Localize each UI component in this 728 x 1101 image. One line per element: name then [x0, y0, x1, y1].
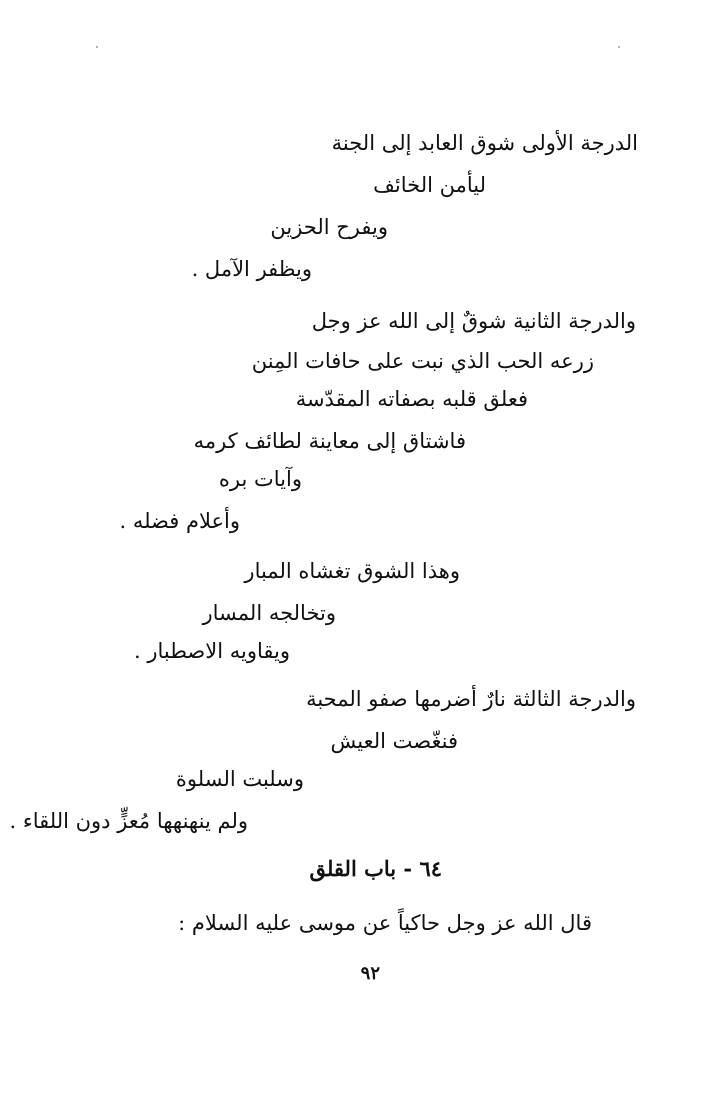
- poem-line: ويقاويه الاصطبار .: [133, 639, 290, 663]
- page-number: ٩٢: [360, 963, 380, 984]
- poem-line: والدرجة الثانية شوقٌ إلى الله عز وجل: [311, 309, 636, 333]
- poem-line: وآيات بره: [218, 467, 302, 491]
- poem-line: فنغّصت العيش: [330, 729, 458, 753]
- poem-line: وسلبت السلوة: [175, 767, 304, 791]
- poem-line: فعلق قلبه بصفاته المقدّسة: [295, 387, 528, 411]
- poem-line: والدرجة الثالثة نارٌ أضرمها صفو المحبة: [306, 687, 636, 711]
- poem-line: زرعه الحب الذي نبت على حافات المِنن: [251, 349, 594, 373]
- chapter-intro: قال الله عز وجل حاكياً عن موسى عليه السلام :: [178, 911, 592, 935]
- chapter-heading: ٦٤ - باب القلق: [309, 856, 442, 881]
- poem-line: وهذا الشوق تغشاه المبار: [244, 559, 460, 583]
- poem-line: وأعلام فضله .: [119, 509, 240, 533]
- poem-line: ولم ينهنهها مُعزٍّ دون اللقاء .: [9, 809, 248, 833]
- poem-line: ويظفر الآمل .: [191, 257, 312, 281]
- poem-line: وتخالجه المسار: [202, 601, 336, 625]
- poem-line: ويفرح الحزين: [270, 215, 388, 239]
- scan-speck: [618, 46, 620, 48]
- poem-line: ليأمن الخائف: [373, 173, 486, 197]
- poem-line: الدرجة الأولى شوق العابد إلى الجنة: [331, 131, 638, 155]
- poem-line: فاشتاق إلى معاينة لطائف كرمه: [193, 429, 466, 453]
- scan-speck: [96, 46, 98, 48]
